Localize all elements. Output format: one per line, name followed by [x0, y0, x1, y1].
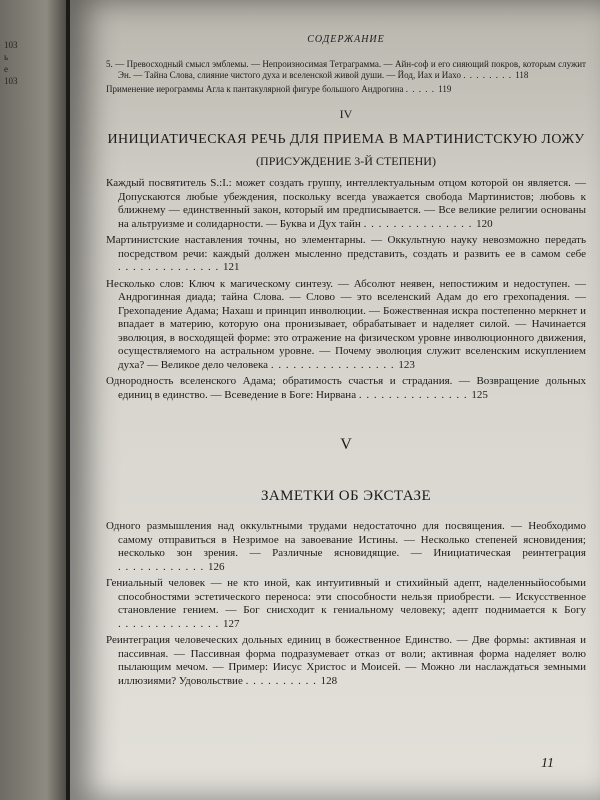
- section-number: V: [340, 436, 352, 453]
- toc-entry-text: Мартинистские наставления точны, но элементарны. — Оккультную науку невозможно передать посредством речи: каждый должен мысленно представить, создать и развить ее в самом себе: [106, 234, 586, 260]
- toc-entry-page: 121: [223, 261, 240, 273]
- toc-entry-text: Реинтеграция человеческих дольных единиц в божественное Единство. — Две формы: активная и пассивная. — Пассивная форма подразумевает отказ от воли; активная форма наделяет волю пылающим мечом. — Пример: Иисус Христос и Моисей. — Можно ли наслаждаться земными иллюзиями? Удовольствие: [106, 634, 586, 687]
- left-page-fragment: 103: [4, 40, 18, 50]
- section-subtitle: (ПРИСУЖДЕНИЕ 3-Й СТЕПЕНИ): [256, 154, 436, 168]
- toc-entry-page: 120: [476, 217, 493, 230]
- toc-entry-page: 128: [320, 674, 338, 687]
- toc-entry-text: Гениальный человек — не кто иной, как интуитивный и стихийный адепт, наделенныйособыми способностями эстетического переноса: эти способности нельзя приобрести. — Искусственное становление гением. — Бог снисходит к гениальному человеку; адепт поднимается к Богу: [106, 577, 586, 616]
- toc-entry: Каждый посвятитель S.:I.: может создать группу, интеллектуальным отцом которой он является. — Допускаются любые убеждения, поскольку всегда уважается свобода Мартинистов; любовь к ближнему — единственный закон, который им предписывается. — Все великие религии основаны на альтруизме и солидарности. — Буква и Дух тайн . . . . . . . . . . . . . . . 120: [106, 177, 586, 230]
- running-head: СОДЕРЖАНИЕ: [307, 34, 385, 45]
- toc-entry-page: 123: [398, 358, 415, 371]
- toc-entry-text: 5. — Превосходный смысл эмблемы. — Непроизносимая Тетраграмма. — Айн-соф и его сияющий покров, которым служит Эн. — Тайна Слова, слияние чистого духа и вселенской живой души. — Йод, Иах и Иахо: [106, 59, 586, 80]
- toc-entry-page: 118: [515, 70, 529, 80]
- toc-entry-page: 126: [208, 560, 225, 573]
- toc-entry-text: Применение иерограммы Агла к пантакулярной фигуре большого Андрогина: [106, 84, 404, 94]
- toc-entry-text: Каждый посвятитель S.:I.: может создать группу, интеллектуальным отцом которой он является. — Допускаются любые убеждения, поскольку всегда уважается свобода Мартинистов; любовь к ближнему — единственный закон, который им предписывается. — Все великие религии основаны на альтруизме и солидарности. — Буква и Дух тайн: [106, 177, 586, 230]
- toc-entry-text: Однородность вселенского Адама; обратимость счастья и страдания. — Возвращение дольных единиц в единство. — Всеведение в Боге: Нирвана: [106, 375, 586, 401]
- toc-entry-page: 119: [438, 84, 452, 94]
- page-number: 11: [541, 756, 554, 771]
- toc-entry-text: Несколько слов: Ключ к магическому синтезу. — Абсолют неявен, непостижим и недоступен. — Андрогинная диада; тайна Слова. — Слово — это вселенский Адам до его грехопадения. — Грехопадение Адама; Нахаш и принцип инволюции. — Божественная искра постепенно меркнет и впадает в материю, которую она пронизывает, обрабатывает и наделяет силой. — Начинается эволюция, в восходящей форме: это отражение на физическом уровне инволюционного движения, осуществляемого на астральном уровне. — Почему эволюция служит вселенским искуплением духа? — Великое дело человека: [106, 277, 586, 371]
- toc-entry: Однородность вселенского Адама; обратимость счастья и страдания. — Возвращение дольных единиц в единство. — Всеведение в Боге: Нирвана . . . . . . . . . . . . . . . 125: [106, 375, 586, 401]
- toc-entry: 5. — Превосходный смысл эмблемы. — Непроизносимая Тетраграмма. — Айн-соф и его сияющий покров, которым служит Эн. — Тайна Слова, слияние чистого духа и вселенской живой души. — Йод, Иах и Иахо . . . . . . . . 118: [106, 59, 586, 80]
- left-page-fragment: е: [4, 64, 8, 74]
- toc-entry-page: 125: [471, 388, 488, 401]
- left-page-edge: [0, 0, 66, 800]
- toc-entry: Одного размышления над оккультными трудами недостаточно для посвящения. — Необходимо самому отправиться в Незримое на завоевание Истины. — Несколько степеней ясновидения; несколько зон зрения. — Различные ясновидящие. — Инициатическая реинтеграция . . . . . . . . . . . . 126: [106, 520, 586, 573]
- toc-entry: Применение иерограммы Агла к пантакулярной фигуре большого Андрогина . . . . . 119: [106, 84, 452, 94]
- left-page-fragment: ь: [4, 52, 9, 62]
- section-title: ЗАМЕТКИ ОБ ЭКСТАЗЕ: [260, 488, 432, 504]
- toc-entry: Несколько слов: Ключ к магическому синтезу. — Абсолют неявен, непостижим и недоступен. — Андрогинная диада; тайна Слова. — Слово — это вселенский Адам до его грехопадения. — Грехопадение Адама; Нахаш и принцип инволюции. — Божественная искра постепенно меркнет и впадает в материю, которую она пронизывает, обрабатывает и наделяет силой. — Начинается эволюция, в восходящей форме: это отражение на физическом уровне инволюционного движения, осуществляемого на астральном уровне. — Почему эволюция служит вселенским искуплением духа? — Великое дело человека . . . . . . . . . . . . . . . . . 123: [106, 277, 586, 371]
- book-page: [70, 0, 600, 800]
- section-number: IV: [339, 107, 353, 121]
- page-content: [106, 34, 586, 691]
- toc-entry-page: 127: [223, 617, 240, 630]
- left-page-fragment: 103: [4, 76, 18, 86]
- toc-entry-text: Одного размышления над оккультными трудами недостаточно для посвящения. — Необходимо самому отправиться в Незримое на завоевание Истины. — Несколько степеней ясновидения; несколько зон зрения. — Различные ясновидящие. — Инициатическая реинтеграция: [106, 520, 586, 559]
- toc-entry: Мартинистские наставления точны, но элементарны. — Оккультную науку невозможно передать посредством речи: каждый должен мысленно представить, создать и развить ее в самом себе . . . . . . . . . . . . . . 121: [106, 234, 586, 273]
- section-title: ИНИЦИАТИЧЕСКАЯ РЕЧЬ ДЛЯ ПРИЕМА В МАРТИНИСТСКУЮ ЛОЖУ: [107, 132, 585, 147]
- toc-entry: Гениальный человек — не кто иной, как интуитивный и стихийный адепт, наделенныйособыми способностями эстетического переноса: эти способности нельзя приобрести. — Искусственное становление гением. — Бог снисходит к гениальному человеку; адепт поднимается к Богу . . . . . . . . . . . . . . 127: [106, 577, 586, 630]
- toc-entry: Реинтеграция человеческих дольных единиц в божественное Единство. — Две формы: активная и пассивная. — Пассивная форма подразумевает отказ от воли; активная форма наделяет волю пылающим мечом. — Пример: Иисус Христос и Моисей. — Можно ли наслаждаться земными иллюзиями? Удовольствие . . . . . . . . . . 128: [106, 634, 586, 687]
